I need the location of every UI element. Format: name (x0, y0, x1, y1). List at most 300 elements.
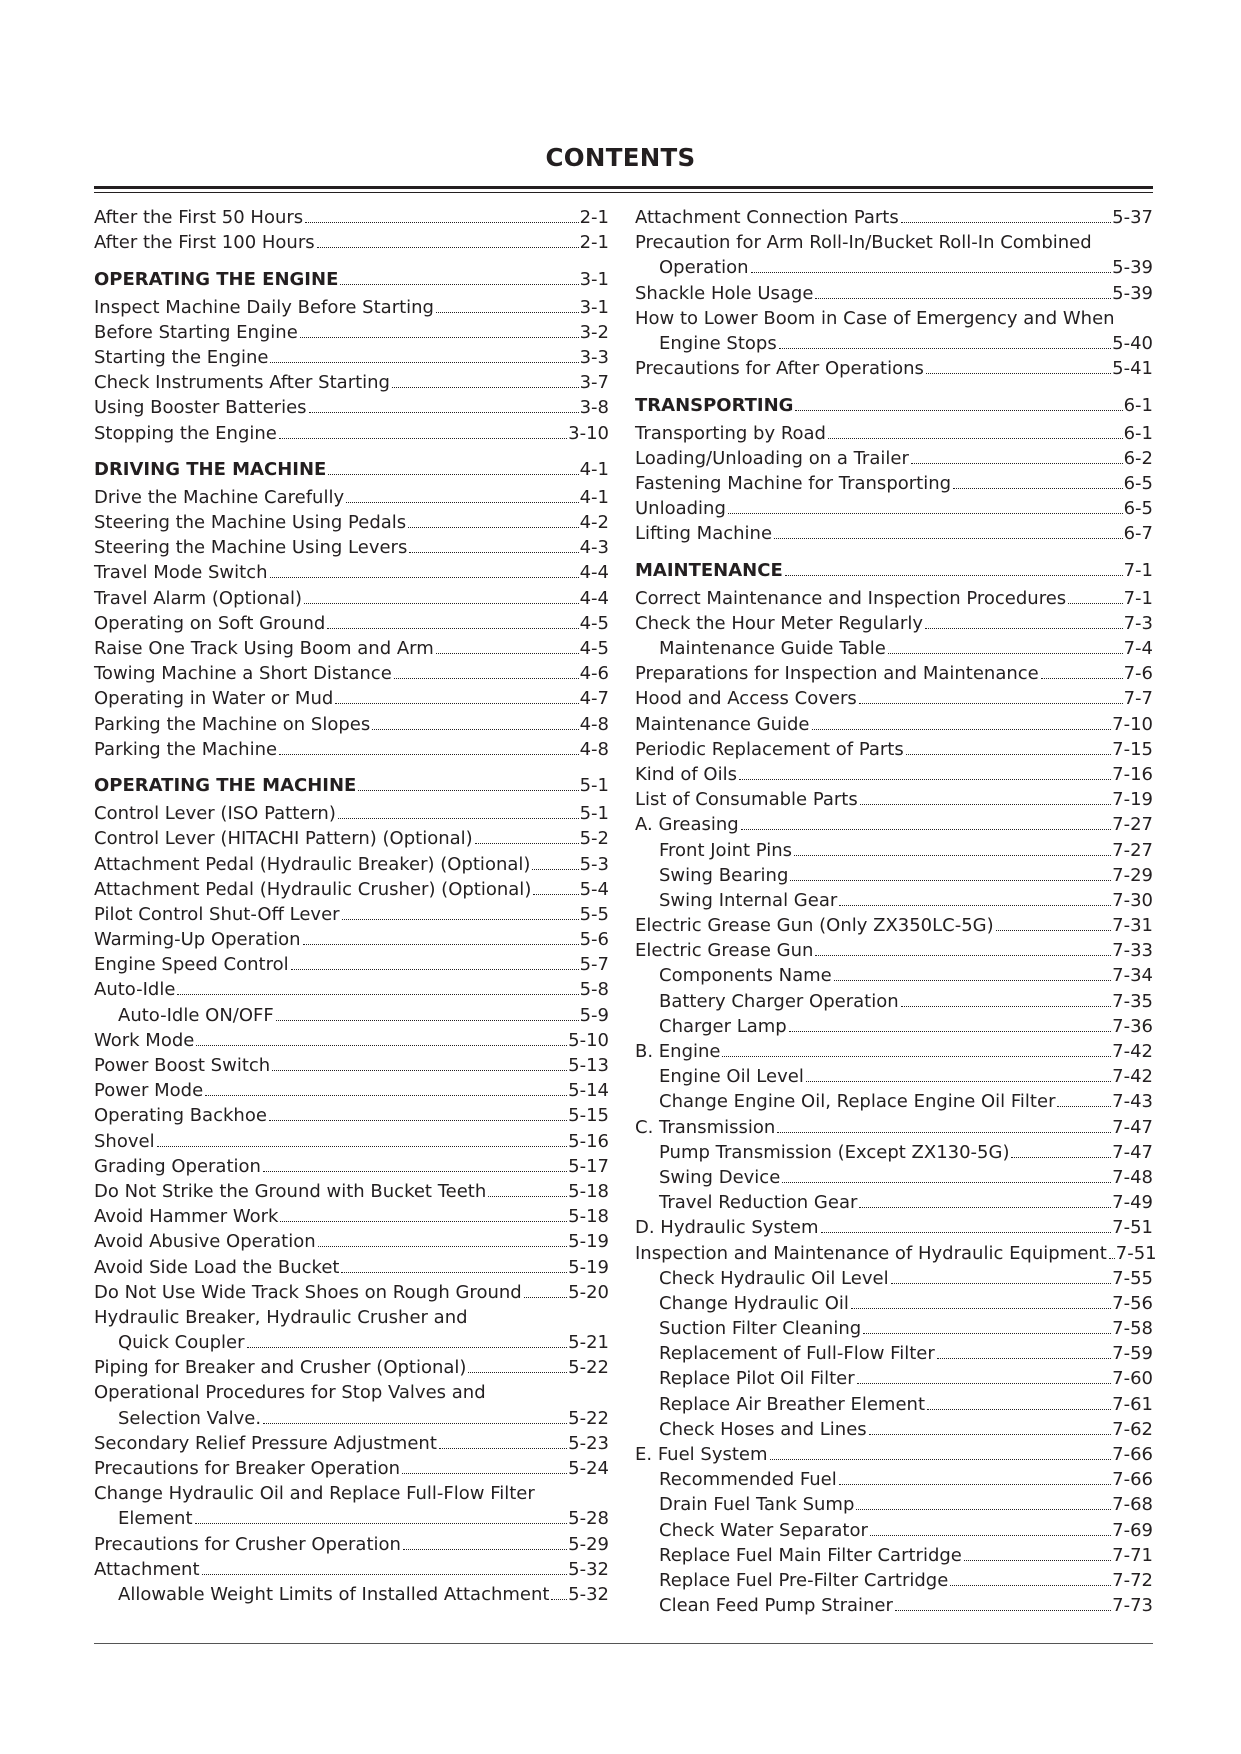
toc-page-number: 3-3 (579, 346, 609, 368)
toc-entry[interactable] (635, 989, 1153, 1014)
toc-entry-label: Front Joint Pins (659, 839, 793, 861)
toc-page-number: 5-7 (579, 954, 609, 976)
toc-entry-label: OPERATING THE MACHINE (94, 775, 357, 797)
toc-page-number: 5-37 (1112, 207, 1153, 228)
toc-entry-label: Attachment Pedal (Hydraulic Breaker) (Optional) (94, 853, 531, 875)
dot-leader (996, 930, 1111, 931)
toc-page-number: 7-59 (1112, 1343, 1153, 1365)
dot-leader (891, 1283, 1112, 1284)
toc-entry[interactable] (94, 1355, 609, 1380)
toc-entry[interactable] (94, 712, 609, 737)
toc-page-number: 3-8 (579, 397, 609, 419)
dot-leader (815, 298, 1111, 299)
toc-entry[interactable] (635, 446, 1153, 471)
dot-leader (270, 577, 579, 578)
toc-entry[interactable] (635, 1492, 1153, 1517)
toc-entry-label: Control Lever (HITACHI Pattern) (Optional) (94, 828, 473, 850)
dot-leader (195, 1523, 568, 1524)
dot-leader (392, 387, 579, 388)
toc-entry[interactable] (635, 281, 1153, 306)
dot-leader (533, 894, 578, 895)
toc-entry[interactable] (94, 1003, 609, 1028)
toc-entry[interactable] (635, 1115, 1153, 1140)
dot-leader (408, 527, 578, 528)
toc-entry[interactable] (635, 1366, 1153, 1391)
toc-entry[interactable] (94, 560, 609, 585)
toc-entry[interactable] (635, 1064, 1153, 1089)
toc-entry-label: Transporting by Road (635, 422, 826, 444)
dot-leader (857, 1383, 1111, 1384)
toc-entry[interactable] (94, 801, 609, 826)
toc-entry-label: E. Fuel System (635, 1444, 768, 1465)
toc-entry-label: Replacement of Full-Flow Filter (659, 1343, 935, 1365)
toc-page-number: 4-5 (579, 612, 609, 634)
toc-page-number: 7-56 (1112, 1292, 1153, 1314)
toc-page-number: 7-16 (1112, 763, 1153, 785)
toc-page-number: 4-4 (579, 562, 609, 584)
toc-entry-label: Engine Speed Control (94, 954, 289, 976)
dot-leader (860, 804, 1111, 805)
toc-entry[interactable] (635, 1593, 1153, 1618)
dot-leader (270, 362, 578, 363)
dot-leader (1041, 678, 1123, 679)
toc-page-number: 7-68 (1112, 1494, 1153, 1516)
toc-entry[interactable] (635, 496, 1153, 521)
toc-entry[interactable] (94, 1179, 609, 1204)
dot-leader (839, 905, 1111, 906)
dot-leader (859, 703, 1123, 704)
dot-leader (926, 373, 1111, 374)
toc-entry-label: Recommended Fuel (659, 1469, 837, 1491)
toc-entry[interactable] (635, 1291, 1153, 1316)
toc-entry-label: Element (118, 1508, 193, 1530)
dot-leader (774, 538, 1123, 539)
toc-page-number: 5-3 (579, 853, 609, 875)
toc-entry[interactable] (94, 977, 609, 1002)
toc-entry-label: Change Engine Oil, Replace Engine Oil Filter (659, 1091, 1056, 1113)
toc-entry[interactable] (94, 1456, 609, 1481)
toc-entry-label: Drive the Machine Carefully (94, 486, 345, 508)
dot-leader (782, 1182, 1111, 1183)
toc-entry[interactable] (94, 1532, 609, 1557)
toc-entry[interactable] (94, 421, 609, 446)
toc-entry-label: Suction Filter Cleaning (659, 1318, 862, 1340)
toc-page-number: 7-62 (1112, 1418, 1153, 1440)
dot-leader (751, 272, 1112, 273)
dot-leader (925, 628, 1123, 629)
toc-entry[interactable] (94, 1204, 609, 1229)
toc-entry[interactable] (635, 1316, 1153, 1341)
toc-page-number: 5-16 (568, 1130, 609, 1152)
dot-leader (394, 678, 579, 679)
toc-entry-label: Maintenance Guide (635, 713, 810, 735)
dot-leader (532, 869, 578, 870)
toc-entry-label: After the First 50 Hours (94, 207, 304, 228)
dot-leader (305, 222, 578, 223)
toc-entry[interactable] (94, 230, 609, 255)
toc-entry[interactable] (94, 535, 609, 560)
toc-page-number: 5-9 (579, 1004, 609, 1026)
toc-page-number: 4-6 (579, 663, 609, 685)
toc-page-number: 7-29 (1112, 864, 1153, 886)
toc-page-number: 7-47 (1112, 1141, 1153, 1163)
toc-entry[interactable] (635, 737, 1153, 762)
dot-leader (317, 247, 579, 248)
toc-entry[interactable] (94, 586, 609, 611)
toc-entry-label: Avoid Abusive Operation (94, 1231, 316, 1253)
toc-entry-label: Components Name (659, 965, 832, 987)
toc-page-number: 7-69 (1112, 1519, 1153, 1541)
dot-leader (342, 919, 579, 920)
toc-page-number: 7-6 (1123, 663, 1153, 685)
toc-entry-label: Check Instruments After Starting (94, 372, 390, 394)
toc-entry-label: Kind of Oils (635, 763, 737, 785)
toc-entry-label: Unloading (635, 498, 726, 520)
toc-page-number: 2-1 (579, 207, 609, 228)
dot-leader (1068, 603, 1122, 604)
dot-leader (309, 412, 579, 413)
toc-entry[interactable] (94, 1129, 609, 1154)
toc-entry-label: Pilot Control Shut-Off Lever (94, 903, 340, 925)
toc-page-number: 5-15 (568, 1105, 609, 1127)
toc-entry-label: Selection Valve. (118, 1407, 262, 1429)
toc-entry[interactable] (635, 712, 1153, 737)
dot-leader (328, 474, 578, 475)
toc-entry[interactable] (94, 737, 609, 762)
toc-entry[interactable] (94, 661, 609, 686)
toc-entry[interactable] (635, 611, 1153, 636)
toc-entry[interactable] (94, 1255, 609, 1280)
dot-leader (785, 575, 1123, 576)
toc-entry[interactable] (94, 686, 609, 711)
toc-section-heading[interactable] (635, 393, 1153, 418)
toc-entry-label: Correct Maintenance and Inspection Procedures (635, 587, 1067, 609)
toc-entry-label: Check Hoses and Lines (659, 1418, 867, 1440)
toc-entry-label: Preparations for Inspection and Maintenance (635, 663, 1039, 685)
toc-entry-label: Travel Reduction Gear (659, 1192, 858, 1214)
toc-entry[interactable] (94, 1557, 609, 1582)
dot-leader (888, 653, 1123, 654)
toc-entry-label: Pump Transmission (Except ZX130-5G) (659, 1141, 1010, 1163)
dot-leader (856, 1509, 1111, 1510)
toc-page-number: 6-1 (1123, 422, 1153, 444)
toc-entry[interactable] (94, 927, 609, 952)
toc-entry-label: Swing Internal Gear (659, 889, 838, 911)
toc-entry[interactable] (635, 1341, 1153, 1366)
toc-entry[interactable] (635, 306, 1153, 331)
dot-leader (906, 754, 1111, 755)
title-rule-thick (94, 186, 1153, 189)
dot-leader (789, 1031, 1111, 1032)
title-rule-thin (94, 192, 1153, 193)
toc-page-number: 5-41 (1112, 358, 1153, 380)
toc-page-number: 5-1 (579, 803, 609, 825)
toc-entry-label: Control Lever (ISO Pattern) (94, 803, 336, 825)
toc-entry[interactable] (94, 1028, 609, 1053)
toc-entry[interactable] (94, 510, 609, 535)
toc-entry[interactable] (635, 331, 1153, 356)
toc-page-number: 5-1 (579, 775, 609, 797)
toc-page-number: 4-2 (579, 512, 609, 534)
dot-leader (812, 729, 1112, 730)
toc-page-number: 2-1 (579, 232, 609, 254)
toc-entry[interactable] (94, 852, 609, 877)
toc-page-number: 7-4 (1123, 638, 1153, 659)
toc-entry[interactable] (94, 1078, 609, 1103)
toc-entry-label: Travel Mode Switch (94, 562, 268, 584)
toc-entry-label: Fastening Machine for Transporting (635, 472, 952, 494)
toc-page-number: 7-15 (1112, 738, 1153, 760)
toc-entry[interactable] (94, 1330, 609, 1355)
toc-entry[interactable] (635, 255, 1153, 280)
toc-page-number: 7-55 (1112, 1267, 1153, 1289)
toc-entry[interactable] (635, 661, 1153, 686)
toc-entry[interactable] (94, 826, 609, 851)
toc-entry[interactable] (635, 1417, 1153, 1442)
toc-entry-label: Towing Machine a Short Distance (94, 663, 392, 685)
toc-entry[interactable] (635, 356, 1153, 381)
toc-page-number: 6-2 (1123, 447, 1153, 469)
toc-entry[interactable] (635, 812, 1153, 837)
toc-entry[interactable] (635, 1543, 1153, 1568)
toc-entry[interactable] (94, 205, 609, 230)
toc-entry-label: Replace Pilot Oil Filter (659, 1368, 855, 1390)
toc-page-number: 3-1 (579, 268, 609, 290)
dot-leader (263, 1423, 567, 1424)
toc-page-number: 7-19 (1112, 789, 1153, 811)
toc-entry-label: Do Not Use Wide Track Shoes on Rough Ground (94, 1281, 522, 1303)
toc-page-number: 4-8 (579, 713, 609, 735)
toc-entry[interactable] (635, 838, 1153, 863)
dot-leader (327, 628, 578, 629)
toc-entry[interactable] (635, 863, 1153, 888)
dot-leader (741, 829, 1111, 830)
toc-entry[interactable] (635, 1190, 1153, 1215)
toc-entry-label: Check Hydraulic Oil Level (659, 1267, 889, 1289)
toc-entry[interactable] (94, 1103, 609, 1128)
toc-page-number: 3-2 (579, 321, 609, 343)
toc-entry-label: B. Engine (635, 1041, 721, 1062)
toc-entry[interactable] (635, 888, 1153, 913)
toc-entry[interactable] (635, 963, 1153, 988)
dot-leader (895, 1610, 1111, 1611)
toc-page-number: 4-8 (579, 738, 609, 760)
toc-entry[interactable] (635, 1215, 1153, 1240)
dot-leader (739, 779, 1111, 780)
toc-entry-label: Warming-Up Operation (94, 929, 301, 951)
toc-entry-label: Operational Procedures for Stop Valves and (94, 1382, 486, 1404)
toc-entry-label: Shackle Hole Usage (635, 282, 814, 304)
toc-page-number: 5-6 (579, 929, 609, 951)
toc-entry-label: Auto-Idle ON/OFF (118, 1004, 274, 1026)
toc-page-number: 7-61 (1112, 1393, 1153, 1415)
toc-entry-label: Charger Lamp (659, 1015, 787, 1037)
dot-leader (303, 944, 579, 945)
toc-page-number: 7-51 (1112, 1217, 1153, 1239)
toc-entry[interactable] (94, 345, 609, 370)
toc-entry-label: Avoid Hammer Work (94, 1206, 279, 1228)
dot-leader (834, 980, 1111, 981)
toc-page-number: 7-36 (1112, 1015, 1153, 1037)
toc-entry[interactable] (635, 586, 1153, 611)
toc-entry-label: Precaution for Arm Roll-In/Bucket Roll-In Combined (635, 232, 1092, 254)
toc-entry[interactable] (94, 902, 609, 927)
toc-entry-label: Inspection and Maintenance of Hydraulic Equipment (635, 1242, 1107, 1264)
toc-entry[interactable] (635, 1392, 1153, 1417)
toc-entry[interactable] (94, 611, 609, 636)
dot-leader (403, 1549, 567, 1550)
toc-entry[interactable] (94, 952, 609, 977)
dot-leader (863, 1333, 1111, 1334)
toc-entry[interactable] (635, 205, 1153, 230)
dot-leader (341, 1272, 567, 1273)
toc-page-number: 5-22 (568, 1357, 609, 1379)
dot-leader (901, 222, 1111, 223)
toc-entry[interactable] (635, 1467, 1153, 1492)
toc-page-number: 4-1 (579, 459, 609, 481)
toc-page-number: 7-51 (1115, 1242, 1157, 1264)
toc-entry-label: Electric Grease Gun (635, 940, 814, 962)
toc-page-number: 5-19 (568, 1231, 609, 1253)
dot-leader (409, 552, 578, 553)
toc-entry[interactable] (635, 1518, 1153, 1543)
dot-leader (439, 1448, 567, 1449)
dot-leader (280, 1221, 567, 1222)
toc-entry[interactable] (635, 1014, 1153, 1039)
dot-leader (722, 1056, 1111, 1057)
toc-page-number: 6-7 (1123, 523, 1153, 545)
toc-entry[interactable] (635, 230, 1153, 255)
footer-rule (94, 1643, 1153, 1644)
dot-leader (276, 1020, 579, 1021)
toc-page-number: 5-24 (568, 1458, 609, 1479)
toc-entry-label: Swing Bearing (659, 864, 789, 886)
toc-section-heading[interactable] (94, 457, 609, 482)
dot-leader (338, 818, 579, 819)
toc-section-heading[interactable] (94, 773, 609, 798)
toc-page-number: 5-14 (568, 1080, 609, 1102)
toc-page-number: 7-43 (1112, 1091, 1153, 1113)
toc-entry[interactable] (94, 370, 609, 395)
toc-entry[interactable] (94, 320, 609, 345)
toc-entry[interactable] (635, 1140, 1153, 1165)
dot-leader (851, 1308, 1111, 1309)
toc-entry-label: Periodic Replacement of Parts (635, 738, 904, 760)
toc-entry[interactable] (94, 395, 609, 420)
toc-page-number: 4-7 (579, 688, 609, 710)
toc-entry[interactable] (94, 1229, 609, 1254)
toc-entry-label: Attachment Connection Parts (635, 207, 899, 228)
toc-entry[interactable] (635, 1089, 1153, 1114)
toc-entry-label: Precautions for Crusher Operation (94, 1533, 401, 1555)
toc-entry[interactable] (94, 1305, 609, 1330)
toc-page-number: 5-10 (568, 1029, 609, 1051)
toc-page-number: 4-5 (579, 638, 609, 659)
toc-entry[interactable] (94, 636, 609, 661)
dot-leader (821, 1232, 1112, 1233)
toc-entry-label: Engine Stops (659, 332, 777, 354)
dot-leader (953, 488, 1123, 489)
toc-entry-label: Precautions for Breaker Operation (94, 1458, 401, 1479)
toc-entry[interactable] (94, 1431, 609, 1456)
toc-page-number: 5-29 (568, 1533, 609, 1555)
dot-leader (300, 337, 579, 338)
toc-entry-label: Replace Fuel Main Filter Cartridge (659, 1544, 962, 1566)
toc-page-number: 7-35 (1112, 990, 1153, 1012)
dot-leader (870, 1535, 1111, 1536)
dot-leader (335, 703, 578, 704)
toc-page-number: 7-42 (1112, 1066, 1153, 1088)
toc-entry[interactable] (94, 295, 609, 320)
toc-page-number: 7-66 (1112, 1469, 1153, 1491)
toc-entry-label: DRIVING THE MACHINE (94, 459, 327, 481)
toc-entry-label: Hood and Access Covers (635, 688, 857, 710)
toc-page-number: 5-32 (568, 1558, 609, 1580)
toc-entry[interactable] (94, 1481, 609, 1506)
dot-leader (927, 1409, 1111, 1410)
toc-entry[interactable] (635, 762, 1153, 787)
toc-entry[interactable] (635, 636, 1153, 661)
toc-entry[interactable] (94, 1280, 609, 1305)
toc-page-number: 3-7 (579, 372, 609, 394)
toc-entry[interactable] (635, 1266, 1153, 1291)
toc-entry[interactable] (94, 1506, 609, 1531)
dot-leader (205, 1095, 567, 1096)
toc-entry[interactable] (94, 877, 609, 902)
toc-entry-label: Battery Charger Operation (659, 990, 899, 1012)
dot-leader (436, 312, 579, 313)
toc-entry[interactable] (635, 913, 1153, 938)
toc-entry[interactable] (635, 521, 1153, 546)
toc-left-column (94, 205, 609, 1607)
toc-entry[interactable] (635, 686, 1153, 711)
toc-entry[interactable] (94, 485, 609, 510)
toc-entry[interactable] (94, 1053, 609, 1078)
toc-entry[interactable] (94, 1406, 609, 1431)
toc-entry[interactable] (635, 1442, 1153, 1467)
toc-page-number: 3-10 (568, 422, 609, 444)
toc-entry[interactable] (635, 1165, 1153, 1190)
toc-entry[interactable] (94, 1582, 609, 1607)
toc-entry-label: Check the Hour Meter Regularly (635, 612, 923, 634)
toc-section-heading[interactable] (94, 267, 609, 292)
dot-leader (770, 1459, 1112, 1460)
toc-page-number: 5-32 (568, 1583, 609, 1605)
dot-leader (318, 1246, 568, 1247)
toc-entry[interactable] (635, 1568, 1153, 1593)
toc-entry[interactable] (635, 1241, 1157, 1266)
toc-entry[interactable] (635, 938, 1153, 963)
toc-entry[interactable] (635, 1039, 1153, 1064)
dot-leader (475, 843, 579, 844)
toc-page-number: 5-39 (1112, 282, 1153, 304)
toc-entry[interactable] (635, 787, 1153, 812)
toc-entry[interactable] (635, 471, 1153, 496)
toc-page-number: 7-33 (1112, 940, 1153, 962)
toc-page-number: 5-17 (568, 1155, 609, 1177)
toc-entry-label: Replace Fuel Pre-Filter Cartridge (659, 1569, 949, 1591)
toc-entry[interactable] (94, 1154, 609, 1179)
toc-section-heading[interactable] (635, 558, 1153, 583)
toc-entry-label: Engine Oil Level (659, 1066, 804, 1088)
toc-entry-label: How to Lower Boom in Case of Emergency and When (635, 307, 1115, 329)
toc-entry[interactable] (94, 1380, 609, 1405)
toc-page-number: 4-4 (579, 587, 609, 609)
toc-entry-label: Do Not Strike the Ground with Bucket Teeth (94, 1180, 487, 1202)
toc-entry-label: Swing Device (659, 1166, 781, 1188)
toc-entry[interactable] (635, 421, 1153, 446)
toc-entry-label: Power Mode (94, 1080, 204, 1102)
